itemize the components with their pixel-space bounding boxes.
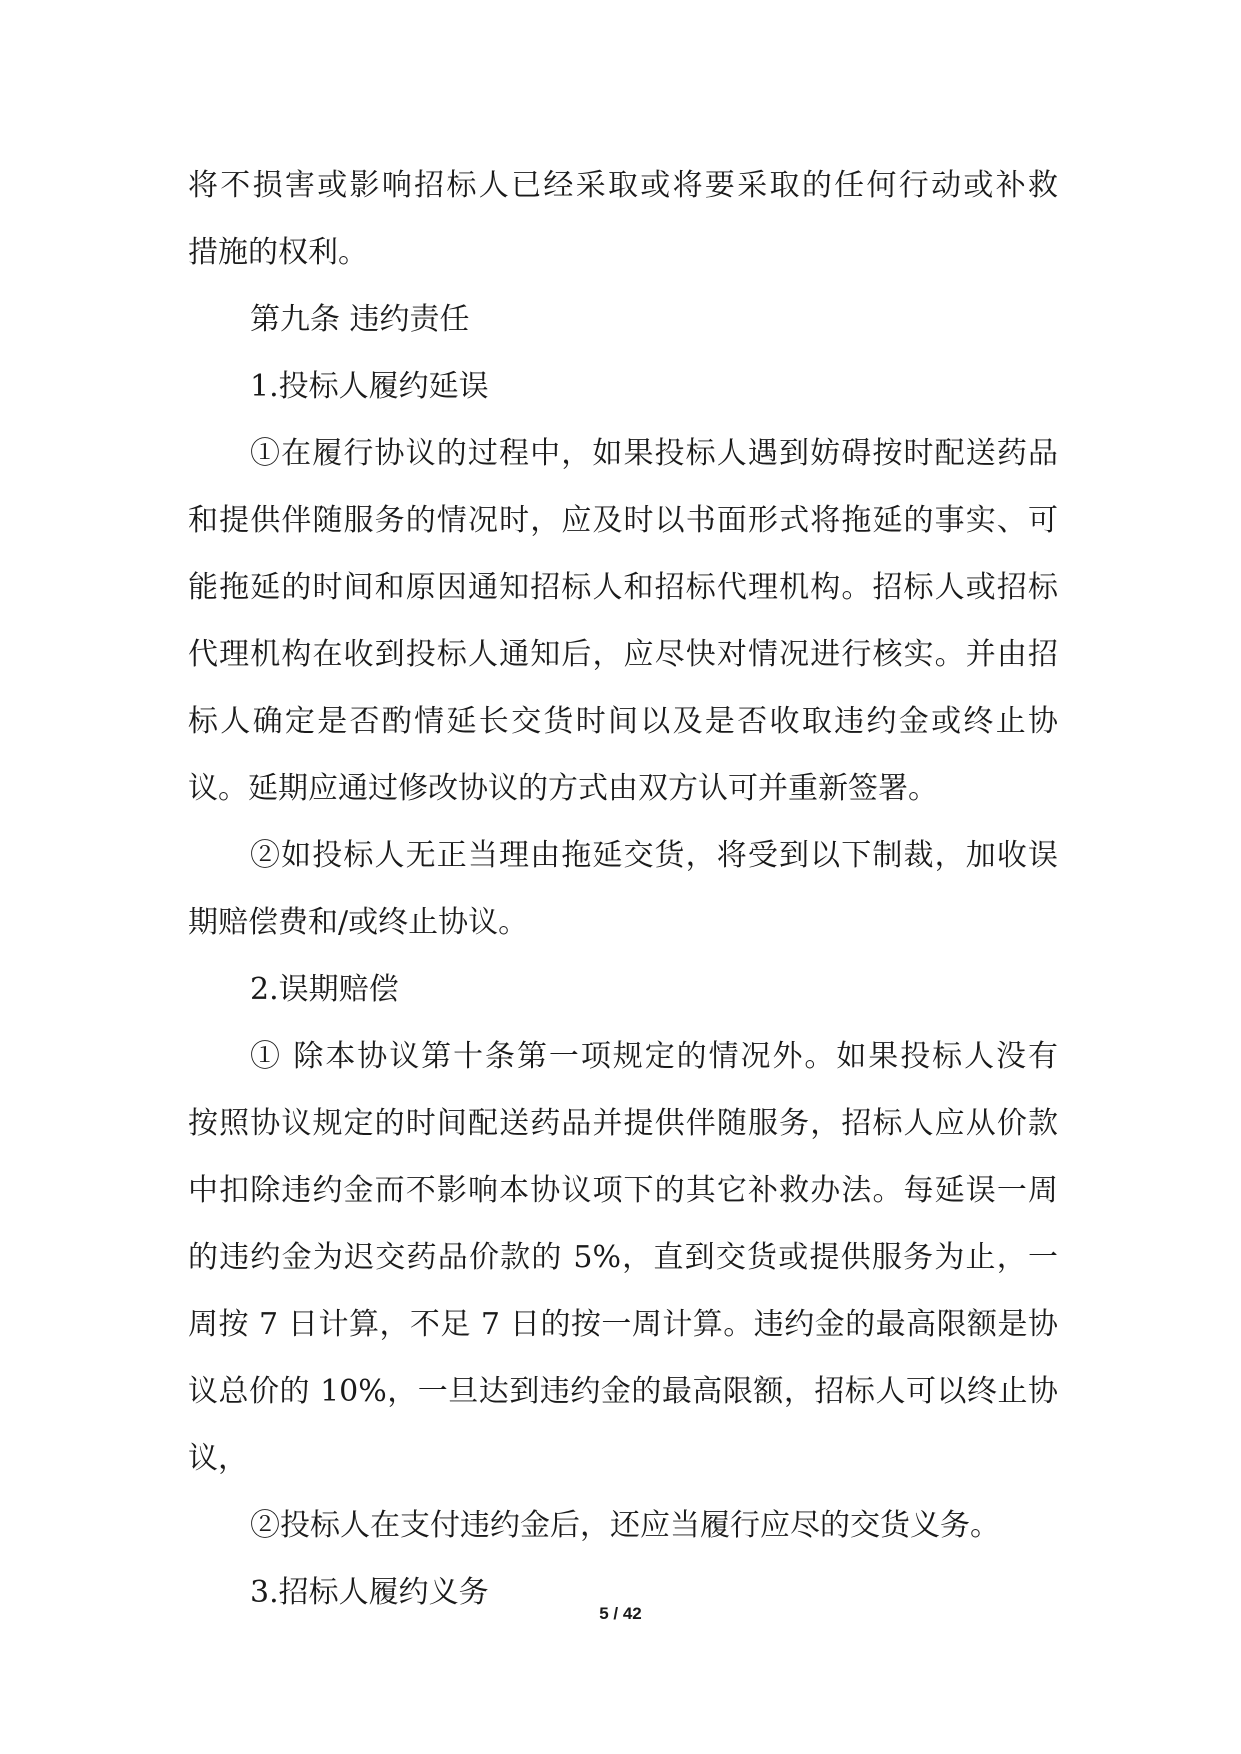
text-line: 议总价的 10%，一旦达到违约金的最高限额，招标人可以终止协 <box>188 1374 1058 1409</box>
text-line: ①在履行协议的过程中，如果投标人遇到妨碍按时配送药品 <box>250 436 1058 471</box>
text-line: 措施的权利。 <box>188 235 368 270</box>
text-line: ① 除本协议第十条第一项规定的情况外。如果投标人没有 <box>250 1039 1058 1074</box>
text-line: 将不损害或影响招标人已经采取或将要采取的任何行动或补救 <box>188 168 1058 203</box>
article-heading: 第九条 违约责任 <box>250 302 470 337</box>
text-line: 周按 7 日计算，不足 7 日的按一周计算。违约金的最高限额是协 <box>188 1307 1058 1342</box>
text-line: 按照协议规定的时间配送药品并提供伴随服务，招标人应从价款 <box>188 1106 1058 1141</box>
text-line: 和提供伴随服务的情况时，应及时以书面形式将拖延的事实、可 <box>188 503 1058 538</box>
text-line: 议， <box>188 1441 248 1476</box>
section-heading: 3.招标人履约义务 <box>250 1575 489 1610</box>
text-line: ②投标人在支付违约金后，还应当履行应尽的交货义务。 <box>250 1508 1000 1543</box>
text-line: 能拖延的时间和原因通知招标人和招标代理机构。招标人或招标 <box>188 570 1058 605</box>
page-number: 5 / 42 <box>599 1604 642 1623</box>
section-heading: 1.投标人履约延误 <box>250 369 489 404</box>
text-line: 的违约金为迟交药品价款的 5%，直到交货或提供服务为止，一 <box>188 1240 1058 1275</box>
document-body <box>188 152 1058 1626</box>
text-line: ②如投标人无正当理由拖延交货，将受到以下制裁，加收误 <box>250 838 1058 873</box>
text-line: 中扣除违约金而不影响本协议项下的其它补救办法。每延误一周 <box>188 1173 1058 1208</box>
text-line: 代理机构在收到投标人通知后，应尽快对情况进行核实。并由招 <box>188 637 1058 672</box>
text-line: 期赔偿费和/或终止协议。 <box>188 905 529 940</box>
section-heading: 2.误期赔偿 <box>250 972 399 1007</box>
text-line: 议。延期应通过修改协议的方式由双方认可并重新签署。 <box>188 771 938 806</box>
text-line: 标人确定是否酌情延长交货时间以及是否收取违约金或终止协 <box>188 704 1058 739</box>
